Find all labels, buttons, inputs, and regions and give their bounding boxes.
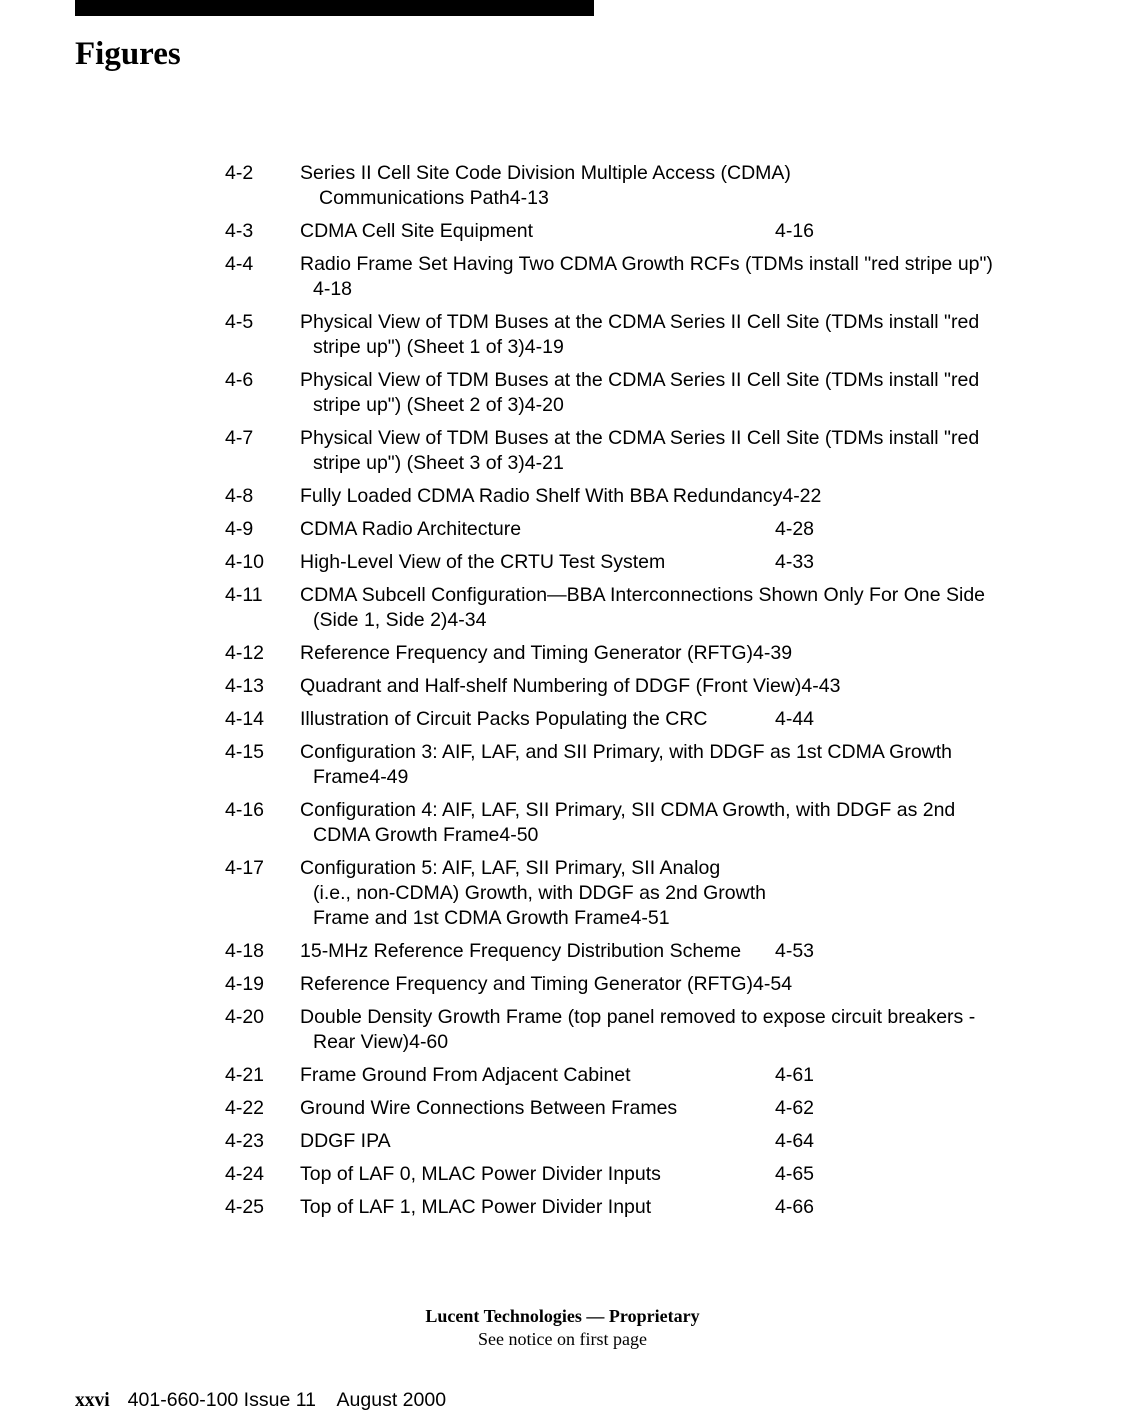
figure-title bbox=[300, 1096, 1105, 1121]
figure-page-number: 4-21 bbox=[524, 452, 564, 474]
figure-title-line bbox=[300, 1096, 1105, 1121]
figure-list bbox=[225, 161, 1105, 1228]
figure-title-line bbox=[300, 583, 1105, 608]
figure-title-text: stripe up") (Sheet 3 of 3) bbox=[313, 452, 525, 474]
figure-entry[interactable] bbox=[225, 856, 1105, 931]
figure-number: 4-9 bbox=[225, 518, 254, 540]
figure-title bbox=[300, 161, 1105, 211]
figure-entry[interactable] bbox=[225, 707, 1105, 732]
figure-title-line bbox=[300, 219, 1105, 244]
figure-page-number: 4-65 bbox=[775, 1163, 815, 1185]
figure-title-text: Frame bbox=[313, 766, 370, 788]
figure-title-line bbox=[300, 451, 1105, 476]
figure-entry[interactable] bbox=[225, 583, 1105, 633]
figure-title bbox=[300, 1162, 1105, 1187]
figure-number: 4-19 bbox=[225, 973, 265, 995]
figure-title-line bbox=[300, 972, 1105, 997]
figure-entry[interactable] bbox=[225, 939, 1105, 964]
figure-title-line bbox=[300, 161, 1105, 186]
figure-number: 4-5 bbox=[225, 311, 254, 333]
figure-title-text: Double Density Growth Frame (top panel removed to expose circuit breakers - bbox=[300, 1006, 976, 1028]
figure-page-number: 4-50 bbox=[499, 824, 539, 846]
figure-title-text: Fully Loaded CDMA Radio Shelf With BBA Redundancy bbox=[300, 485, 783, 507]
figure-title bbox=[300, 707, 1105, 732]
figure-title bbox=[300, 972, 1105, 997]
figure-title-line bbox=[300, 856, 1105, 881]
figure-title-text: Illustration of Circuit Packs Populating the CRC bbox=[300, 708, 708, 730]
figure-title-line bbox=[300, 550, 1105, 575]
figure-page-number: 4-34 bbox=[447, 609, 487, 631]
figure-title-line bbox=[300, 1162, 1105, 1187]
figure-title-text: Top of LAF 0, MLAC Power Divider Inputs bbox=[300, 1163, 661, 1185]
figure-number: 4-13 bbox=[225, 675, 265, 697]
figure-page-number: 4-61 bbox=[775, 1064, 815, 1086]
figure-entry[interactable] bbox=[225, 1005, 1105, 1055]
figure-entry[interactable] bbox=[225, 517, 1105, 542]
figure-page-number: 4-53 bbox=[775, 940, 815, 962]
figure-entry[interactable] bbox=[225, 674, 1105, 699]
figure-entry[interactable] bbox=[225, 161, 1105, 211]
figure-number: 4-24 bbox=[225, 1163, 265, 1185]
figure-title bbox=[300, 426, 1105, 476]
figure-title-text: Top of LAF 1, MLAC Power Divider Input bbox=[300, 1196, 652, 1218]
figure-title-text: Ground Wire Connections Between Frames bbox=[300, 1097, 678, 1119]
proprietary-notice bbox=[0, 1305, 1125, 1351]
figure-number: 4-8 bbox=[225, 485, 254, 507]
figure-title-text: (i.e., non-CDMA) Growth, with DDGF as 2nd Growth bbox=[313, 882, 766, 904]
figure-number: 4-4 bbox=[225, 253, 254, 275]
figure-title bbox=[300, 798, 1105, 848]
figure-title bbox=[300, 1063, 1105, 1088]
figure-title-text: CDMA Cell Site Equipment bbox=[300, 220, 534, 242]
figure-entry[interactable] bbox=[225, 740, 1105, 790]
figure-title-text: stripe up") (Sheet 1 of 3) bbox=[313, 336, 525, 358]
figure-title-text: Configuration 4: AIF, LAF, SII Primary, SII CDMA Growth, with DDGF as 2nd bbox=[300, 799, 956, 821]
figure-title-line bbox=[300, 939, 1105, 964]
figure-title-line bbox=[300, 335, 1105, 360]
figure-title-text: Frame Ground From Adjacent Cabinet bbox=[300, 1064, 631, 1086]
figure-title-line bbox=[300, 517, 1105, 542]
figure-title-line bbox=[300, 484, 1105, 509]
figure-title-text: Quadrant and Half-shelf Numbering of DDGF (Front View) bbox=[300, 675, 802, 697]
figure-entry[interactable] bbox=[225, 798, 1105, 848]
figure-title bbox=[300, 252, 1105, 302]
figure-title-text: Series II Cell Site Code Division Multiple Access (CDMA) bbox=[300, 162, 791, 184]
figure-number: 4-15 bbox=[225, 741, 265, 763]
figure-title-text: stripe up") (Sheet 2 of 3) bbox=[313, 394, 525, 416]
figure-entry[interactable] bbox=[225, 1063, 1105, 1088]
figure-number: 4-23 bbox=[225, 1130, 265, 1152]
figure-number: 4-25 bbox=[225, 1196, 265, 1218]
figure-title-line bbox=[300, 186, 1105, 211]
figure-entry[interactable] bbox=[225, 1195, 1105, 1220]
figure-number: 4-2 bbox=[225, 162, 254, 184]
figure-title-line bbox=[300, 881, 1105, 906]
figure-title bbox=[300, 1129, 1105, 1154]
figure-title bbox=[300, 939, 1105, 964]
figure-title-text: Configuration 5: AIF, LAF, SII Primary, SII Analog bbox=[300, 857, 721, 879]
proprietary-notice-subtitle: See notice on first page bbox=[478, 1329, 647, 1349]
figure-page-number: 4-20 bbox=[524, 394, 564, 416]
figure-entry[interactable] bbox=[225, 550, 1105, 575]
page-title: Figures bbox=[75, 36, 181, 72]
figure-title-text: 15-MHz Reference Frequency Distribution Scheme bbox=[300, 940, 742, 962]
figure-title-line bbox=[300, 368, 1105, 393]
figure-number: 4-17 bbox=[225, 857, 265, 879]
figure-title-text: Rear View) bbox=[313, 1031, 410, 1053]
figure-page-number: 4-22 bbox=[782, 485, 822, 507]
figure-title bbox=[300, 583, 1105, 633]
figure-page-number: 4-19 bbox=[524, 336, 564, 358]
figure-entry[interactable] bbox=[225, 252, 1105, 302]
figure-title-line bbox=[300, 765, 1105, 790]
figure-title-text: Configuration 3: AIF, LAF, and SII Primary, with DDGF as 1st CDMA Growth bbox=[300, 741, 953, 763]
figure-number: 4-12 bbox=[225, 642, 265, 664]
figure-entry[interactable] bbox=[225, 219, 1105, 244]
figure-title-line bbox=[300, 1005, 1105, 1030]
figure-title bbox=[300, 1195, 1105, 1220]
figure-page-number: 4-44 bbox=[775, 708, 815, 730]
figure-title bbox=[300, 484, 1105, 509]
figure-title-line bbox=[300, 1030, 1105, 1055]
figure-number: 4-6 bbox=[225, 369, 254, 391]
figure-entry[interactable] bbox=[225, 368, 1105, 418]
figure-title bbox=[300, 517, 1105, 542]
figure-page-number: 4-54 bbox=[753, 973, 793, 995]
figure-number: 4-11 bbox=[225, 584, 263, 606]
figure-entry[interactable] bbox=[225, 972, 1105, 997]
figure-number: 4-16 bbox=[225, 799, 265, 821]
figure-page-number: 4-43 bbox=[801, 675, 841, 697]
figure-title-text: CDMA Subcell Configuration—BBA Interconnections Shown Only For One Side bbox=[300, 584, 986, 606]
figure-page-number: 4-28 bbox=[775, 518, 815, 540]
figure-title-line bbox=[300, 674, 1105, 699]
figure-title-text: Radio Frame Set Having Two CDMA Growth RCFs (TDMs install "red stripe up") bbox=[300, 253, 993, 275]
figure-title-text: (Side 1, Side 2) bbox=[313, 609, 448, 631]
figure-title bbox=[300, 856, 1105, 931]
figure-entry[interactable] bbox=[225, 484, 1105, 509]
figure-title-text: Reference Frequency and Timing Generator (RFTG) bbox=[300, 973, 754, 995]
figure-title-line bbox=[300, 426, 1105, 451]
figure-page-number: 4-13 bbox=[509, 187, 549, 209]
document-info: 401-660-100 Issue 11 August 2000 bbox=[127, 1389, 447, 1411]
figure-page-number: 4-64 bbox=[775, 1130, 815, 1152]
figure-title-line bbox=[300, 1195, 1105, 1220]
figure-title-line bbox=[300, 252, 1105, 277]
figure-title bbox=[300, 1005, 1105, 1055]
figure-page-number: 4-16 bbox=[775, 220, 815, 242]
figure-page-number: 4-49 bbox=[369, 766, 409, 788]
figure-title bbox=[300, 368, 1105, 418]
figure-number: 4-7 bbox=[225, 427, 254, 449]
figure-page-number: 4-51 bbox=[630, 907, 670, 929]
figure-entry[interactable] bbox=[225, 426, 1105, 476]
figure-title-line bbox=[300, 798, 1105, 823]
figure-title bbox=[300, 740, 1105, 790]
figure-title-line bbox=[300, 823, 1105, 848]
figure-number: 4-22 bbox=[225, 1097, 265, 1119]
proprietary-notice-title: Lucent Technologies — Proprietary bbox=[425, 1306, 700, 1326]
figure-entry[interactable] bbox=[225, 1129, 1105, 1154]
figure-number: 4-21 bbox=[225, 1064, 265, 1086]
figure-title bbox=[300, 641, 1105, 666]
figure-title-text: Physical View of TDM Buses at the CDMA Series II Cell Site (TDMs install "red bbox=[300, 369, 980, 391]
figure-number: 4-3 bbox=[225, 220, 254, 242]
header-rule bbox=[75, 0, 594, 16]
figure-title-text: High-Level View of the CRTU Test System bbox=[300, 551, 666, 573]
figure-page-number: 4-18 bbox=[313, 278, 353, 300]
figure-title-text: Frame and 1st CDMA Growth Frame bbox=[313, 907, 631, 929]
figure-page-number: 4-60 bbox=[409, 1031, 449, 1053]
figure-title bbox=[300, 219, 1105, 244]
figure-title-text: Physical View of TDM Buses at the CDMA Series II Cell Site (TDMs install "red bbox=[300, 427, 980, 449]
figure-page-number: 4-66 bbox=[775, 1196, 815, 1218]
figure-title-line bbox=[300, 641, 1105, 666]
figure-title-text: Physical View of TDM Buses at the CDMA Series II Cell Site (TDMs install "red bbox=[300, 311, 980, 333]
figure-title-line bbox=[300, 906, 1105, 931]
figure-title-line bbox=[300, 740, 1105, 765]
figure-page-number: 4-62 bbox=[775, 1097, 815, 1119]
figure-title-line bbox=[300, 393, 1105, 418]
figure-title-text: Communications Path bbox=[319, 187, 510, 209]
figure-entry[interactable] bbox=[225, 1096, 1105, 1121]
figure-number: 4-14 bbox=[225, 708, 265, 730]
figure-entry[interactable] bbox=[225, 1162, 1105, 1187]
figure-number: 4-18 bbox=[225, 940, 265, 962]
figure-title-line bbox=[300, 707, 1105, 732]
page-number: xxvi bbox=[75, 1390, 110, 1411]
page-footer bbox=[75, 1388, 446, 1413]
figure-title-text: CDMA Radio Architecture bbox=[300, 518, 522, 540]
figure-title bbox=[300, 674, 1105, 699]
figure-page-number: 4-39 bbox=[753, 642, 793, 664]
figure-title-text: CDMA Growth Frame bbox=[313, 824, 500, 846]
figure-title-line bbox=[300, 310, 1105, 335]
figure-title-line bbox=[300, 277, 1105, 302]
figure-title bbox=[300, 550, 1105, 575]
figure-title-line bbox=[300, 1129, 1105, 1154]
figure-entry[interactable] bbox=[225, 641, 1105, 666]
figure-title-line bbox=[300, 608, 1105, 633]
figure-entry[interactable] bbox=[225, 310, 1105, 360]
figure-title-text: DDGF IPA bbox=[300, 1130, 391, 1152]
figure-number: 4-10 bbox=[225, 551, 265, 573]
figure-page-number: 4-33 bbox=[775, 551, 815, 573]
figure-title bbox=[300, 310, 1105, 360]
figure-title-line bbox=[300, 1063, 1105, 1088]
figure-number: 4-20 bbox=[225, 1006, 265, 1028]
figure-title-text: Reference Frequency and Timing Generator (RFTG) bbox=[300, 642, 754, 664]
